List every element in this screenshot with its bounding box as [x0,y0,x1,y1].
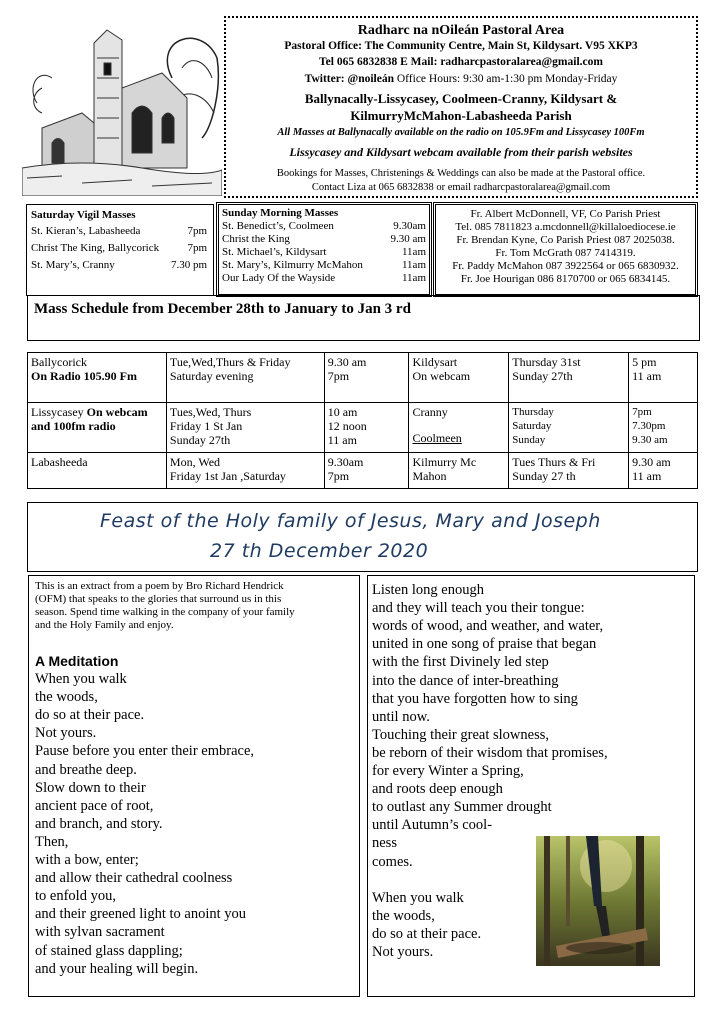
days-cell: Mon, Wed Friday 1st Jan ,Saturday [166,453,324,489]
poem-line: Then, [35,833,69,850]
poem-line: with sylvan sacrament [35,924,165,941]
poem-line: do so at their pace. [35,707,145,724]
poem-line: and allow their cathedral coolness [35,870,233,887]
office-hours: Office Hours: 9:30 am-1:30 pm Monday-Friday [396,73,618,85]
place-cell: Kilmurry Mc Mahon [409,453,509,489]
priests-box [433,202,698,297]
poem-line: be reborn of their wisdom that promises, [372,744,608,761]
poem-title: A Meditation [35,653,119,669]
time-cell: 10 am 12 noon 11 am [324,403,409,453]
poem-line: of stained glass dappling; [35,942,183,959]
sunday-morning-box [216,202,432,297]
place-cell: Kildysart On webcam [409,353,509,403]
parishes-line-1: Ballynacally-Lissycasey, Coolmeen-Cranny, Kildysart & [304,91,618,106]
office-hours-line [226,73,696,85]
place-cell: Cranny Coolmeen [409,403,509,453]
intro-line: (OFM) that speaks to the glories that surround us in this [35,593,282,605]
sunday-title: Sunday Morning Masses [222,207,339,219]
poem-line: When you walk [35,671,127,687]
table-row [28,453,698,489]
office-contact: Tel 065 6832838 E Mail: radharcpastoralarea@gmail.com [319,56,603,68]
table-row [28,403,698,453]
sunday-item: St. Mary’s, Kilmurry McMahon 11am [222,259,426,271]
poem-line: with the first Divinely led step [372,654,549,671]
office-address: Pastoral Office: The Community Centre, Main St, Kildysart. V95 XKP3 [284,40,638,52]
poem-line: united in one song of praise that began [372,636,597,653]
poem-line: and branch, and story. [35,815,163,832]
time-cell: 5 pm 11 am [629,353,698,403]
poem-line: for every Winter a Spring, [372,763,524,779]
priest-line: Tel. 085 7811823 a.mcdonnell@killaloediocese.ie [455,221,676,233]
priest-line: Fr. Brendan Kyne, Co Parish Priest 087 2025038. [456,234,675,246]
poem-line: do so at their pace. [372,925,482,942]
poem-line: and your healing will begin. [35,960,199,977]
woods-walk-photo [536,836,660,966]
bookings-note: Bookings for Masses, Christenings & Weddings can also be made at the Pastoral office. [276,168,646,179]
schedule-heading: Mass Schedule from December 28th to January to Jan 3 rd [34,301,411,317]
poem-line: and breathe deep. [35,761,137,778]
days-cell: Tues,Wed, Thurs Friday 1 St Jan Sunday 27th [166,403,324,453]
church-ruin-illustration [22,18,222,196]
parishes-line-2: KilmurryMcMahon-Labasheeda Parish [350,108,572,123]
poem-line: to enfold you, [35,888,116,905]
poem-line: and roots deep enough [372,781,503,798]
priest-line: Fr. Paddy McMahon 087 3922564 or 065 6830932. [452,260,679,272]
intro-line: season. Spend time walking in the company of your family [35,606,295,618]
poem-line: with a bow, enter; [35,852,139,868]
poem-line: into the dance of inter-breathing [372,672,559,689]
saturday-item: St. Kieran’s, Labasheeda 7pm [31,225,207,237]
webcam-note: Lissycasey and Kildysart webcam available from their parish websites [289,145,633,159]
poem-line: When you walk [372,889,464,906]
poem-line: and they will teach you their tongue: [372,600,585,617]
sunday-item: Christ the King 9.30 am [222,233,426,245]
pastoral-area-header [224,16,698,198]
saturday-vigil-box [26,204,214,296]
schedule-heading-box [27,295,700,341]
saturday-item: Christ The King, Ballycorick 7pm [31,242,207,254]
poem-line: to outlast any Summer drought [372,799,552,816]
sunday-item: St. Michael’s, Kildysart 11am [222,246,426,258]
days-cell: Tues Thurs & Fri Sunday 27 th [509,453,629,489]
sunday-item: St. Benedict’s, Coolmeen 9.30am [222,220,426,232]
poem-line: ancient pace of root, [35,797,154,814]
pastoral-area-title: Radharc na nOileán Pastoral Area [357,23,565,38]
poem-line: ness [372,835,397,852]
poem-line: the woods, [372,907,435,924]
place-cell: Labasheeda [28,453,167,489]
poem-line: the woods, [35,689,98,706]
time-cell: 7pm 7.30pm 9.30 am [629,403,698,453]
poem-left-column [28,575,360,997]
poem-line: that you have forgotten how to sing [372,690,578,707]
poem-line: and their greened light to anoint you [35,906,247,923]
time-cell: 9.30 am 7pm [324,353,409,403]
twitter-handle: Twitter: @noileán [304,73,394,85]
contact-liza: Contact Liza at 065 6832838 or email radharcpastoralarea@gmail.com [311,182,611,193]
saturday-title: Saturday Vigil Masses [31,209,136,221]
poem-line: until Autumn’s cool- [372,817,493,834]
poem-line: until now. [372,708,430,725]
days-cell: Tue,Wed,Thurs & Friday Saturday evening [166,353,324,403]
priest-line: Fr. Joe Hourigan 086 8170700 or 065 6834145. [460,273,671,285]
days-cell: Thursday 31st Sunday 27th [509,353,629,403]
time-cell: 9.30 am 11 am [629,453,698,489]
feast-date: 27 th December 2020 [210,540,429,562]
poem-line: Slow down to their [35,779,146,796]
priest-line: Fr. Albert McDonnell, VF, Co Parish Priest [470,208,661,220]
sunday-item: Our Lady Of the Wayside 11am [222,272,426,284]
poem-line: comes. [372,853,413,870]
priest-line: Fr. Tom McGrath 087 7414319. [495,247,636,259]
place-cell: Ballycorick On Radio 105.90 Fm [28,353,167,403]
place-cell: Lissycasey On webcam and 100fm radio [28,403,167,453]
feast-banner [27,502,698,572]
poem-line: Not yours. [372,944,434,960]
mass-schedule-table [27,352,698,489]
intro-line: This is an extract from a poem by Bro Richard Hendrick [35,580,284,592]
radio-note: All Masses at Ballynacally available on the radio on 105.9Fm and Lissycasey 100Fm [277,127,645,138]
intro-line: and the Holy Family and enjoy. [35,619,174,631]
saturday-item: St. Mary’s, Cranny 7.30 pm [31,259,207,271]
time-cell: 9.30am 7pm [324,453,409,489]
poem-line: Pause before you enter their embrace, [35,743,255,760]
poem-line: Not yours. [35,725,97,742]
poem-line: Touching their great slowness, [372,726,549,743]
feast-title: Feast of the Holy family of Jesus, Mary and Joseph [100,510,601,532]
poem-line: words of wood, and weather, and water, [372,618,604,635]
table-row [28,353,698,403]
days-cell: Thursday Saturday Sunday [509,403,629,453]
poem-line: Listen long enough [372,582,484,598]
